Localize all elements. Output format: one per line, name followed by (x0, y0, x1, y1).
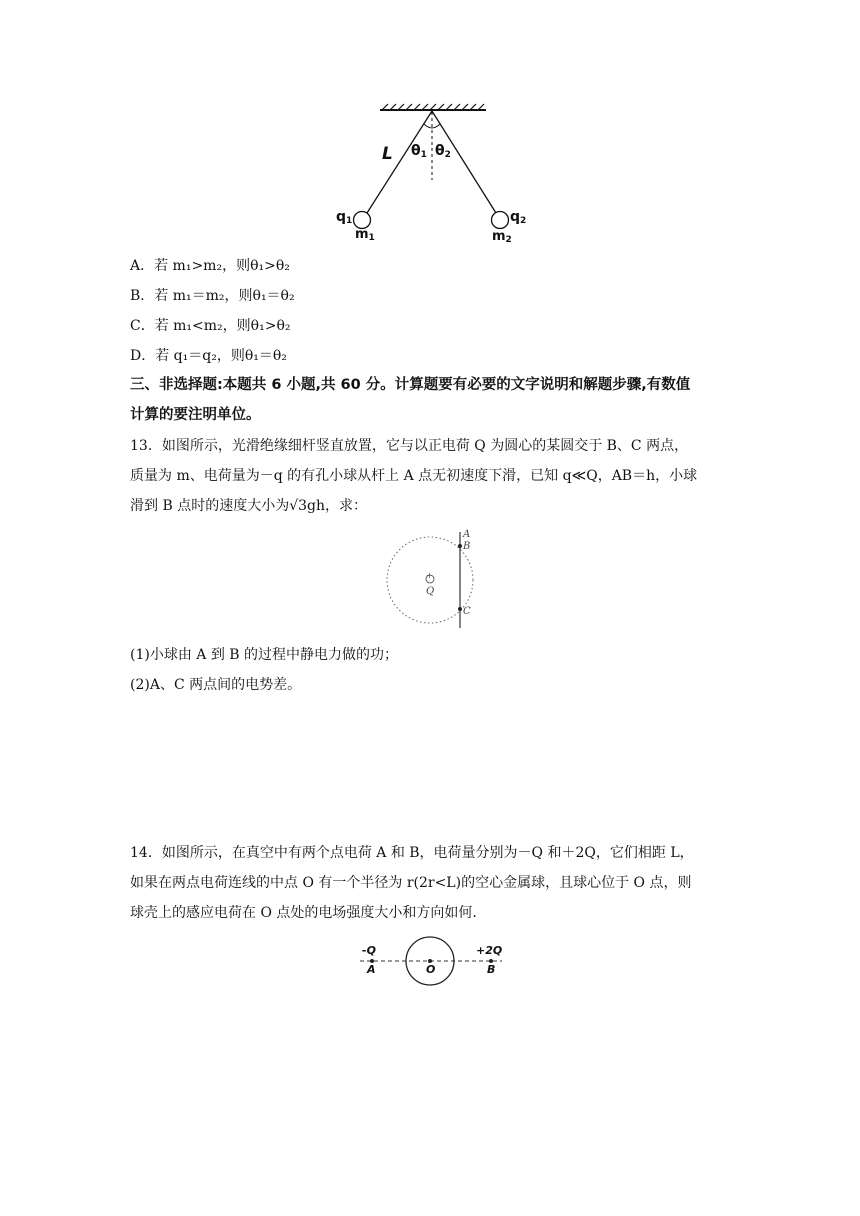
q14-label-B: B (487, 963, 496, 976)
q13-label-A: A (463, 529, 471, 540)
q14-line-2: 如果在两点电荷连线的中点 O 有一个半径为 r(2r<L)的空心金属球，且球心位于 O 点，则 (130, 875, 692, 891)
label-m2: $m_2$ (492, 229, 512, 245)
q14-line-1: 14．如图所示，在真空中有两个点电荷 A 和 B，电荷量分别为－Q 和＋2Q，它们相距 L， (130, 845, 694, 861)
ball-2 (492, 212, 509, 229)
q14-charge-B: +2Q (476, 944, 503, 957)
label-L: L (382, 144, 393, 164)
option-a: A．若 m₁>m₂，则θ₁>θ₂ (130, 258, 290, 274)
section-heading-line-2: 计算的要注明单位。 (130, 407, 261, 423)
label-m1: $m_1$ (355, 227, 375, 243)
q13-line-2: 质量为 m、电荷量为－q 的有孔小球从杆上 A 点无初速度下滑，已知 q≪Q，AB＝h，小球 (130, 468, 698, 484)
ball-1 (354, 212, 371, 229)
option-d: D．若 q₁＝q₂，则θ₁＝θ₂ (130, 348, 287, 364)
pendulum-figure (330, 96, 530, 246)
q13-label-C: C (463, 606, 471, 617)
q13-label-B: B (463, 541, 471, 552)
option-b: B．若 m₁＝m₂，则θ₁＝θ₂ (130, 288, 295, 304)
section-heading-line-1: 三、非选择题:本题共 6 小题,共 60 分。计算题要有必要的文字说明和解题步骤,有数值 (130, 377, 691, 393)
label-q2: $q_2$ (510, 209, 527, 226)
string-right (432, 111, 496, 213)
q13-sub-1: (1)小球由 A 到 B 的过程中静电力做的功； (130, 647, 399, 663)
label-q1: $q_1$ (336, 209, 353, 226)
q14-label-O: O (426, 963, 436, 976)
q14-charge-A: -Q (362, 944, 376, 957)
ceiling (380, 104, 486, 110)
q13-sub-2: (2)A、C 两点间的电势差。 (130, 677, 302, 693)
point-B (458, 544, 462, 548)
label-theta2: $\theta_2$ (435, 143, 451, 160)
q13-line-1: 13．如图所示，光滑绝缘细杆竖直放置，它与以正电荷 Q 为圆心的某圆交于 B、C 两点， (130, 438, 689, 454)
q13-label-Q: Q (426, 586, 435, 597)
point-C (458, 607, 462, 611)
q14-line-3: 球壳上的感应电荷在 O 点处的电场强度大小和方向如何. (130, 905, 477, 921)
label-theta1: $\theta_1$ (411, 143, 427, 160)
string-left (367, 111, 432, 213)
q13-plus: + (426, 571, 433, 580)
q14-label-A: A (367, 963, 376, 976)
option-c: C．若 m₁<m₂，则θ₁>θ₂ (130, 318, 291, 334)
q13-line-3: 滑到 B 点时的速度大小为√3gh，求： (130, 498, 367, 514)
